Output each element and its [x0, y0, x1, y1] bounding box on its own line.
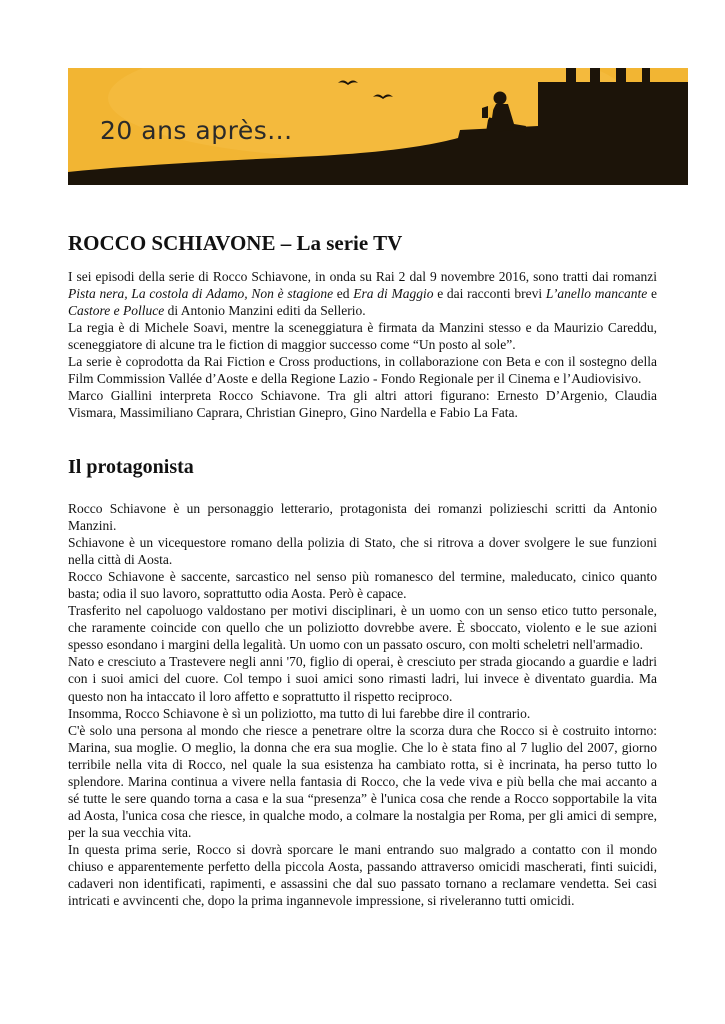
banner-title: 20 ans après...: [100, 116, 293, 145]
section-heading-protagonist: Il protagonista: [68, 456, 194, 478]
protagonist-body: [68, 500, 657, 909]
paragraph: La serie è coprodotta da Rai Fiction e Cross productions, in collaborazione con Beta e con il sostegno della Film Commission Vallée d’Aoste e della Regione Lazio - Fondo Regionale per il Cinema e l’Audiovisivo.: [68, 354, 657, 387]
paragraph: In questa prima serie, Rocco si dovrà sporcare le mani entrando suo malgrado a contatto con il mondo chiuso e apparentemente perfetto della piccola Aosta, passando attraverso omicidi mascherati, finti suicidi, cadaveri non identificati, rapimenti, e assassini che dal suo passato tornano a reclamare vendetta. Sei casi intricati e avvincenti che, dopo la prima ingannevole impressione, si riveleranno tutti omicidi.: [68, 841, 657, 909]
paragraph: La regia è di Michele Soavi, mentre la sceneggiatura è firmata da Manzini stesso e da Maurizio Careddu, sceneggiatore di alcune tra le fiction di maggior successo come “Un posto al sole”.: [68, 320, 657, 353]
tv-series-body: [68, 268, 657, 421]
story-title: Castore e Polluce: [68, 303, 165, 319]
paragraph: Rocco Schiavone è saccente, sarcastico nel senso più romanesco del termine, maleducato, cinico quanto basta; odia il suo lavoro, soprattutto odia Aosta. Però è capace.: [68, 569, 657, 602]
book-title: Era di Maggio: [353, 286, 434, 302]
header-banner: [68, 68, 688, 185]
paragraph: Schiavone è un vicequestore romano della polizia di Stato, che si ritrova a dover svolgere le sue funzioni nella città di Aosta.: [68, 535, 657, 568]
paragraph: Rocco Schiavone è un personaggio letterario, protagonista dei romanzi polizieschi scritti da Antonio Manzini.: [68, 501, 657, 534]
paragraph: I sei episodi della serie di Rocco Schiavone, in onda su Rai 2 dal 9 novembre 2016, sono tratti dai romanzi Pista nera, La costola di Adamo, Non è stagione ed Era di Maggio e dai racconti brevi L’anello mancante e Castore e Polluce di Antonio Manzini editi da Sellerio.: [68, 269, 657, 319]
book-title: La costola di Adamo, Non è stagione: [131, 286, 334, 302]
paragraph: Nato e cresciuto a Trastevere negli anni '70, figlio di operai, è cresciuto per strada giocando a guardie e ladri con i suoi amici del cuore. Col tempo i suoi amici sono rimasti ladri, lui invece è diventato guardia. Ma questo non ha intaccato il loro affetto e soprattutto il rispetto reciproco.: [68, 654, 657, 704]
paragraph: C'è solo una persona al mondo che riesce a penetrare oltre la scorza dura che Rocco si è costruito intorno: Marina, sua moglie. O meglio, la donna che era sua moglie. Che lo è stata fino al 7 luglio del 2007, giorno terribile nella vita di Rocco, nel quale la sua esistenza ha cambiato rotta, si è incrinata, ha perso tutto lo splendore. Marina continua a vivere nella fantasia di Rocco, che la vede viva e più bella che mai accanto a sé tutte le sere quando torna a casa e la sua “presenza” è l'unica cosa che rende a Rocco sopportabile la vita ad Aosta, l'unica cosa che riesce, in qualche modo, a colmare la nostalgia per Roma, per gli amici di sempre, per la sua vecchia vita.: [68, 722, 657, 840]
section-heading-tv-series: ROCCO SCHIAVONE – La serie TV: [68, 231, 403, 255]
book-title: Pista nera: [68, 286, 125, 302]
paragraph: Insomma, Rocco Schiavone è sì un poliziotto, ma tutto di lui farebbe dire il contrario.: [68, 705, 531, 721]
story-title: L’anello mancante: [545, 286, 648, 302]
paragraph: Trasferito nel capoluogo valdostano per motivi disciplinari, è un uomo con un senso etico tutto personale, che raramente coincide con quello che un poliziotto dovrebbe avere. È sboccato, violento e le sue azioni spesso esondano i margini della legalità. Un uomo con un passato oscuro, con molti scheletri nell'armadio.: [68, 603, 657, 653]
paragraph: Marco Giallini interpreta Rocco Schiavone. Tra gli altri attori figurano: Ernesto D’Argenio, Claudia Vismara, Massimiliano Caprara, Christian Ginepro, Gino Nardella e Fabio La Fata.: [68, 388, 657, 421]
